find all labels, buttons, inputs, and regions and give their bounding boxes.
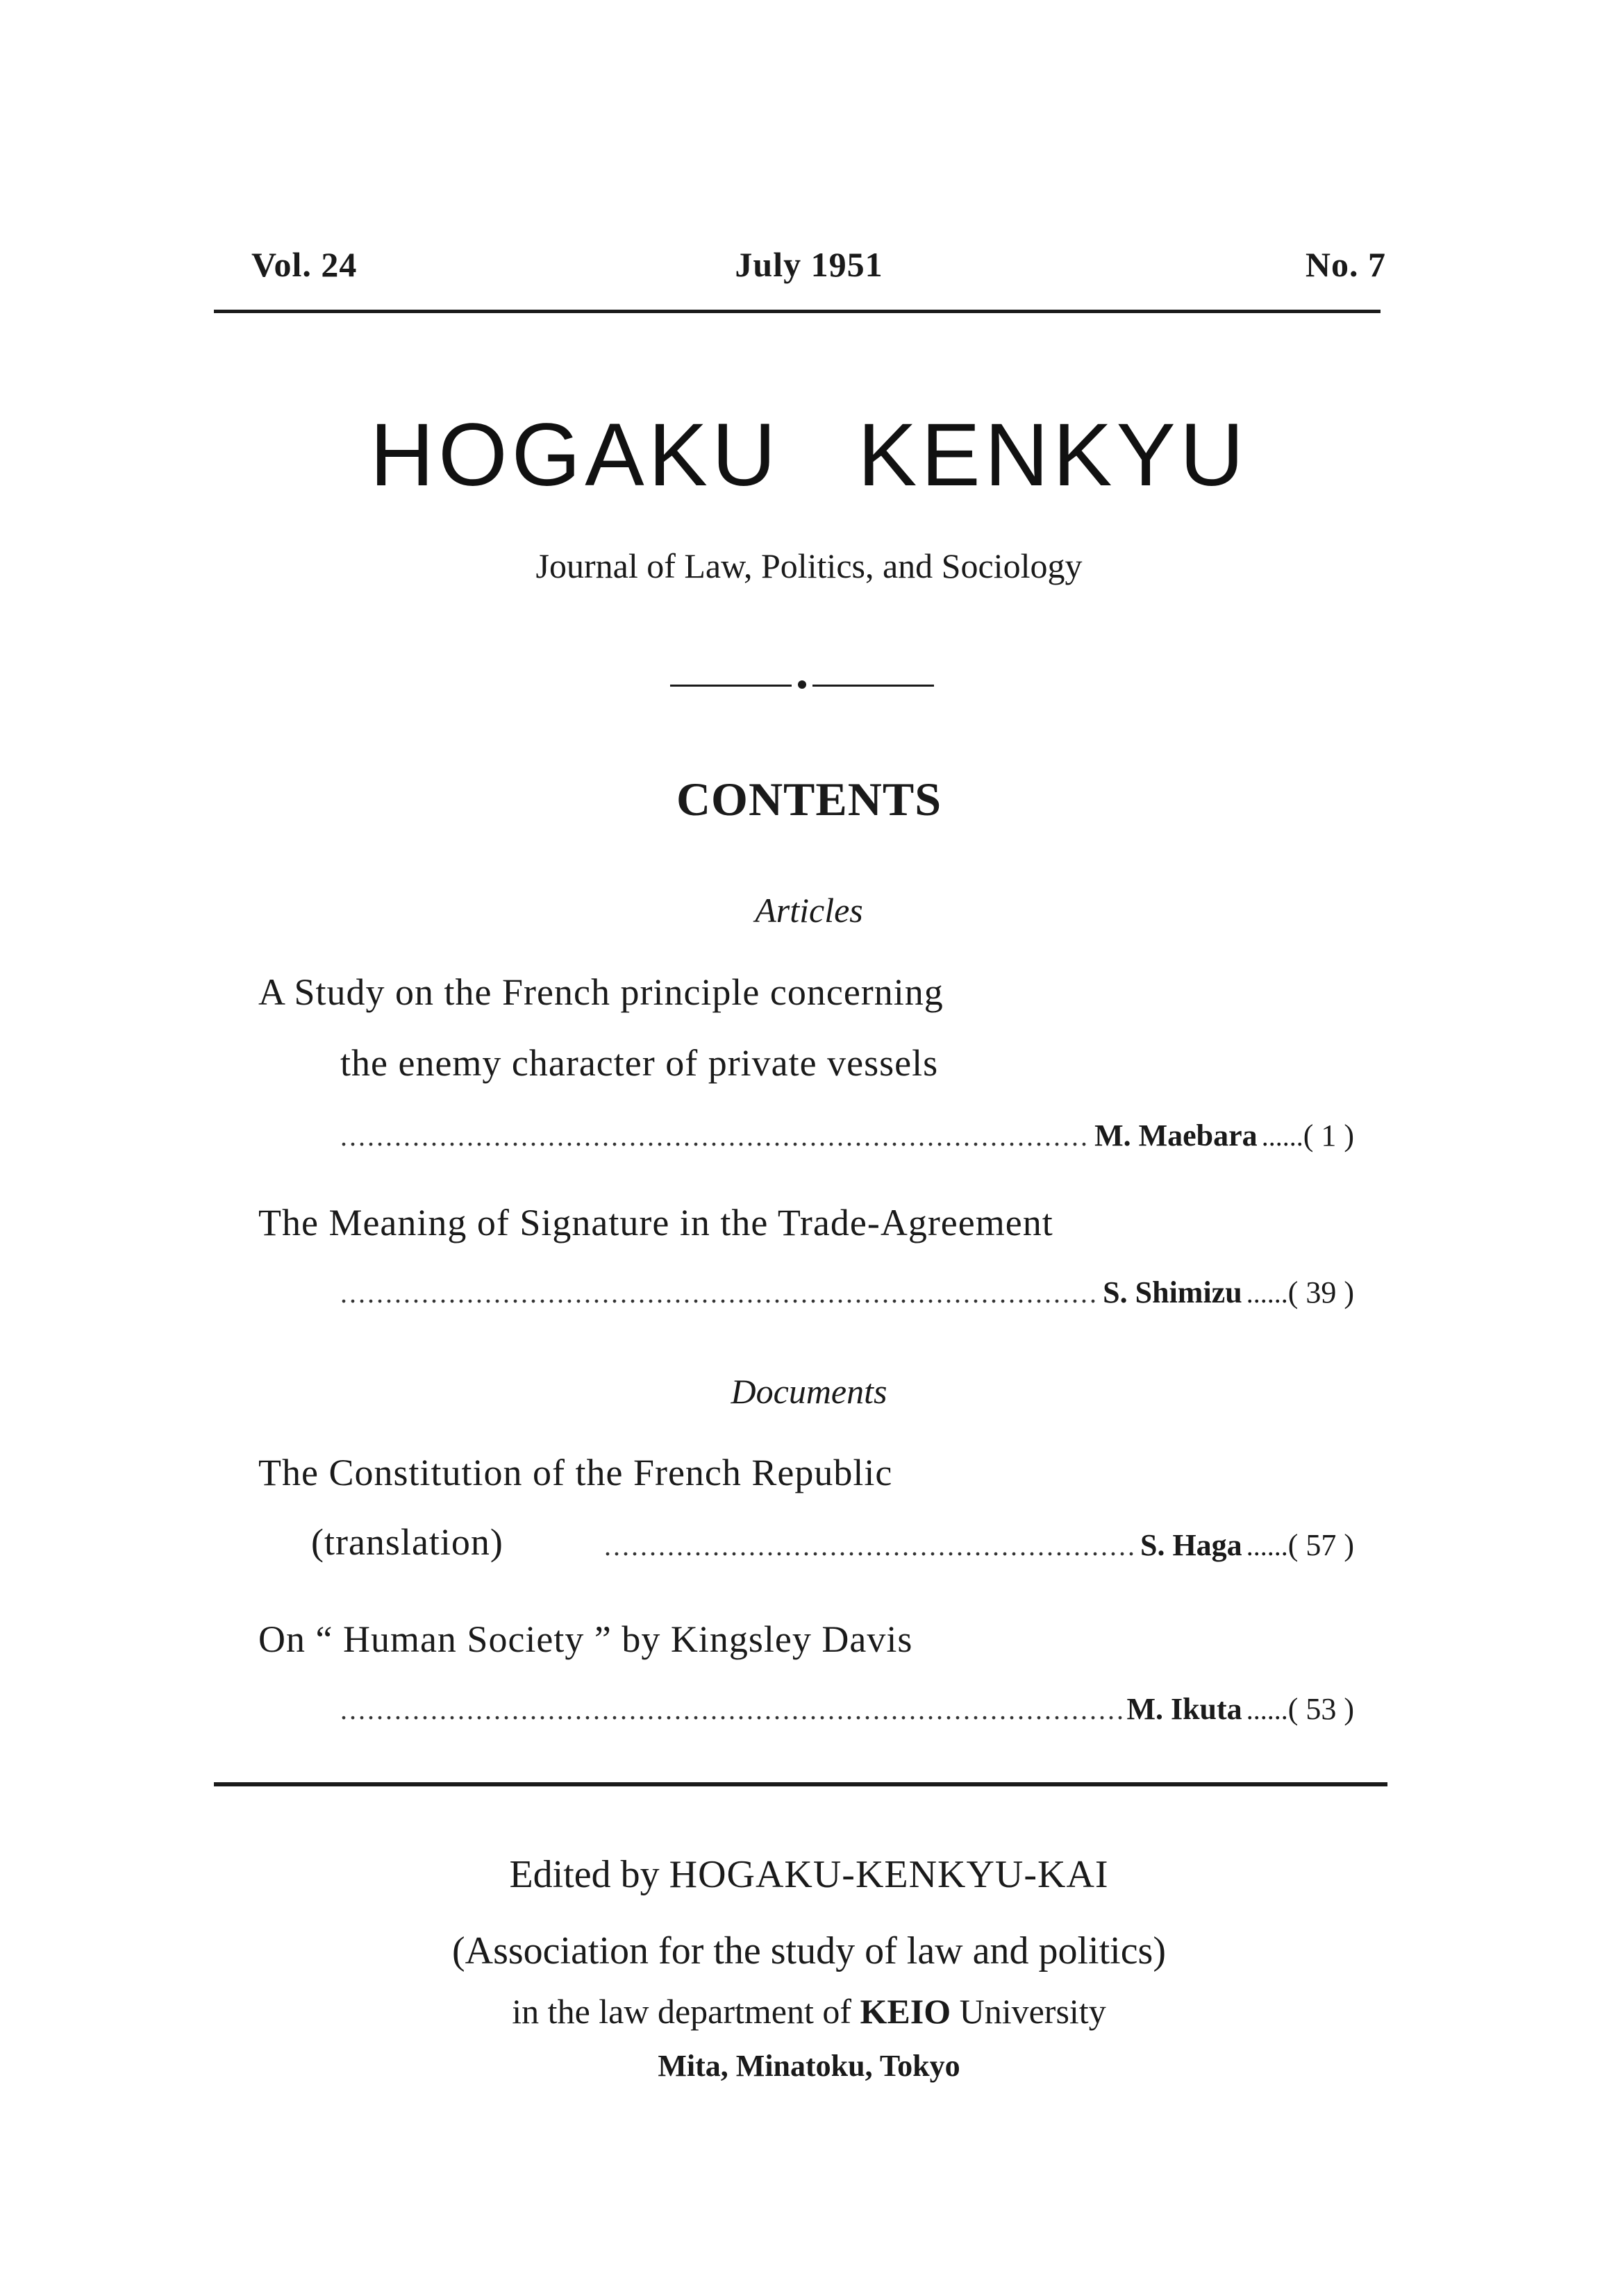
journal-subtitle: Journal of Law, Politics, and Sociology — [535, 546, 1083, 585]
department-line — [0, 1991, 1618, 2031]
entry-3-title-line-1: The Constitution of the French Republic — [258, 1452, 893, 1493]
address-line: Mita, Minatoku, Tokyo — [658, 2049, 960, 2083]
association-line: (Association for the study of law and politics) — [451, 1929, 1166, 1972]
entry-4-author: M. Ikuta — [1126, 1692, 1242, 1726]
entry-2-author: S. Shimizu — [1103, 1275, 1242, 1309]
entry-1-leader-tail: ...... — [1261, 1121, 1303, 1152]
leader-dots — [604, 1530, 1136, 1562]
contents-heading: CONTENTS — [676, 773, 942, 826]
issue-number: No. 7 — [1305, 245, 1386, 284]
entry-2-page: ( 39 ) — [1287, 1275, 1354, 1309]
entry-4-page: ( 53 ) — [1287, 1692, 1354, 1726]
entry-3-page: ( 57 ) — [1287, 1528, 1354, 1562]
entry-2-leader-tail: ...... — [1246, 1277, 1288, 1309]
department-prefix: in the law department of — [512, 1992, 852, 2031]
section-articles: Articles — [755, 891, 863, 930]
entry-1-leader — [340, 1118, 1354, 1153]
entry-3-title-line-2: (translation) — [311, 1521, 503, 1563]
entry-3-leader-tail: ...... — [1246, 1530, 1288, 1561]
ornament-divider — [670, 672, 934, 700]
leader-dots — [340, 1693, 1122, 1726]
society-name: HOGAKU-KENKYU-KAI — [669, 1853, 1109, 1896]
leader-dots — [340, 1120, 1090, 1153]
volume-label: Vol. 24 — [251, 245, 358, 284]
footer-rule — [214, 1782, 1387, 1786]
edited-by-label: Edited by — [509, 1853, 660, 1896]
entry-1-page: ( 1 ) — [1303, 1118, 1354, 1153]
edited-by-line — [0, 1852, 1618, 1897]
entry-4-leader-tail: ...... — [1246, 1694, 1288, 1725]
journal-title: HOGAKU KENKYU — [369, 405, 1249, 505]
issue-date: July 1951 — [735, 245, 883, 284]
section-documents: Documents — [731, 1372, 887, 1411]
entry-3-author: S. Haga — [1140, 1528, 1242, 1562]
university-keio: KEIO — [860, 1992, 951, 2031]
entry-4-title-line-1: On “ Human Society ” by Kingsley Davis — [258, 1618, 913, 1660]
entry-2-leader — [340, 1275, 1354, 1310]
entry-1-title-line-2: the enemy character of private vessels — [340, 1042, 939, 1084]
entry-4-leader — [340, 1691, 1354, 1727]
university-word: University — [959, 1992, 1106, 2031]
entry-1-author: M. Maebara — [1094, 1118, 1258, 1153]
entry-2-title-line-1: The Meaning of Signature in the Trade-Agreement — [258, 1202, 1053, 1243]
entry-3-leader — [604, 1527, 1354, 1563]
leader-dots — [340, 1277, 1099, 1309]
entry-1-title-line-1: A Study on the French principle concerning — [258, 971, 944, 1013]
header-rule — [214, 310, 1381, 313]
